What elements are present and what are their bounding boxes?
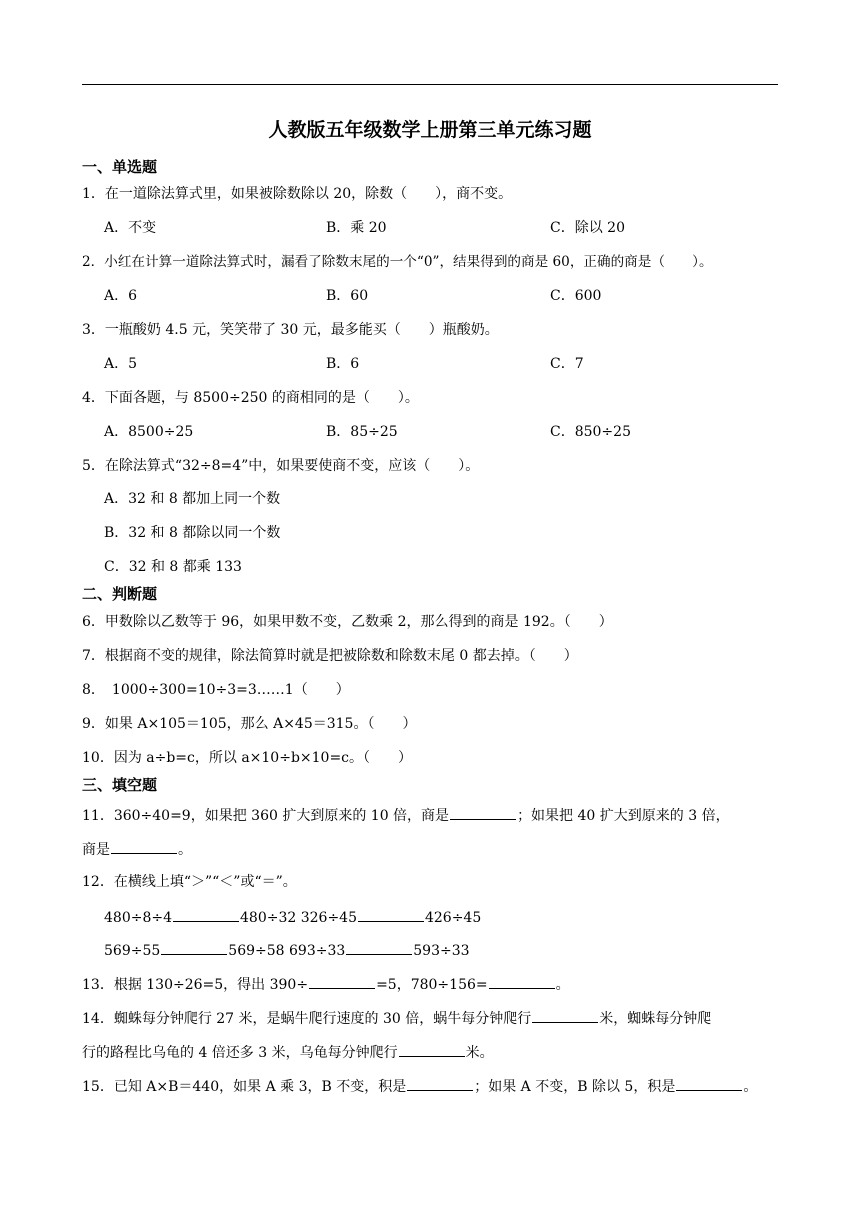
- question-12-row-2: [104, 940, 470, 960]
- question-12-expr: 480÷32 326÷45: [240, 910, 357, 926]
- question-15-text-3: 。: [743, 1079, 758, 1095]
- page-title: 人教版五年级数学上册第三单元练习题: [268, 119, 592, 141]
- question-14-text-3: 行的路程比乌龟的 4 倍还多 3 米，乌龟每分钟爬行: [82, 1045, 398, 1061]
- question-13-text-1: 13．根据 130÷26=5，得出 390÷: [82, 977, 309, 993]
- question-11-text-3: 商是: [82, 842, 110, 858]
- question-3-stem: 3．一瓶酸奶 4.5 元，笑笑带了 30 元，最多能买（ ）瓶酸奶。: [82, 322, 499, 338]
- question-14-line-2: [82, 1042, 494, 1062]
- question-14-text-1: 14．蜘蛛每分钟爬行 27 米，是蜗牛爬行速度的 30 倍，蜗牛每分钟爬行: [82, 1011, 532, 1027]
- answer-blank[interactable]: [358, 907, 424, 922]
- question-3-option-a: A．5: [104, 356, 138, 372]
- question-12-stem: 12．在横线上填“＞”“＜”或“＝”。: [82, 874, 297, 890]
- question-6: 6．甲数除以乙数等于 96，如果甲数不变，乙数乘 2，那么得到的商是 192。（ ）: [82, 614, 613, 630]
- question-13-text-3: 。: [555, 977, 570, 993]
- question-12-expr: 480÷8÷4: [104, 910, 172, 926]
- question-14-line-1: [82, 1008, 711, 1028]
- question-5-option-b: B．32 和 8 都除以同一个数: [104, 525, 281, 541]
- answer-blank[interactable]: [346, 940, 412, 955]
- question-4-option-c: C．850÷25: [550, 424, 631, 440]
- question-12-expr: 569÷55: [104, 943, 161, 959]
- question-12-expr: 593÷33: [413, 943, 470, 959]
- question-7: 7．根据商不变的规律，除法简算时就是把被除数和除数末尾 0 都去掉。（ ）: [82, 648, 578, 664]
- section-heading-true-false: 二、判断题: [82, 585, 158, 603]
- question-13: [82, 974, 570, 994]
- question-1-option-a: A．不变: [104, 220, 157, 236]
- question-8: 8． 1000÷300=10÷3=3……1（ ）: [82, 682, 350, 698]
- question-2-option-a: A．6: [104, 288, 138, 304]
- question-12-expr: 569÷58 693÷33: [228, 943, 346, 959]
- question-4-option-a: A．8500÷25: [104, 424, 194, 440]
- question-15-text-2: ；如果 A 不变，B 除以 5，积是: [474, 1079, 676, 1095]
- answer-blank[interactable]: [489, 974, 555, 989]
- question-11-text-4: 。: [178, 842, 192, 858]
- question-5-option-c: C．32 和 8 都乘 133: [104, 559, 242, 575]
- question-3-option-c: C．7: [550, 356, 584, 372]
- question-5-option-a: A．32 和 8 都加上同一个数: [104, 491, 281, 507]
- question-2-stem: 2．小红在计算一道除法算式时，漏看了除数末尾的一个“0”，结果得到的商是 60，正确的商是（ ）。: [82, 254, 713, 270]
- answer-blank[interactable]: [532, 1008, 598, 1023]
- question-3-option-b: B．6: [326, 356, 360, 372]
- answer-blank[interactable]: [407, 1076, 473, 1091]
- question-1-option-c: C．除以 20: [550, 220, 625, 236]
- question-5-stem: 5．在除法算式“32÷8=4”中，如果要使商不变，应该（ ）。: [82, 458, 480, 474]
- question-2-option-b: B．60: [326, 288, 369, 304]
- answer-blank[interactable]: [399, 1042, 465, 1057]
- answer-blank[interactable]: [173, 907, 239, 922]
- answer-blank[interactable]: [450, 805, 516, 820]
- answer-blank[interactable]: [111, 839, 177, 854]
- section-heading-fill-blank: 三、填空题: [82, 776, 158, 794]
- question-10: 10．因为 a÷b=c，所以 a×10÷b×10=c。（ ）: [82, 750, 413, 766]
- question-13-text-2: =5，780÷156=: [376, 977, 488, 993]
- question-4-option-b: B．85÷25: [326, 424, 398, 440]
- question-11-line-2: [82, 839, 192, 859]
- header-rule: [82, 84, 778, 85]
- question-1-stem: 1．在一道除法算式里，如果被除数除以 20，除数（ ），商不变。: [82, 186, 513, 202]
- section-heading-single-choice: 一、单选题: [82, 158, 158, 176]
- question-14-text-2: 米，蜘蛛每分钟爬: [599, 1011, 712, 1027]
- question-4-stem: 4．下面各题，与 8500÷250 的商相同的是（ ）。: [82, 390, 419, 406]
- question-1-option-b: B．乘 20: [326, 220, 387, 236]
- question-11-text-1: 11．360÷40=9，如果把 360 扩大到原来的 10 倍，商是: [82, 808, 450, 824]
- question-12-expr: 426÷45: [424, 910, 482, 926]
- answer-blank[interactable]: [161, 940, 227, 955]
- question-12-row-1: [104, 907, 481, 927]
- answer-blank[interactable]: [309, 974, 375, 989]
- question-15-text-1: 15．已知 A×B＝440，如果 A 乘 3，B 不变，积是: [82, 1079, 407, 1095]
- question-15: [82, 1076, 757, 1096]
- question-11-line-1: [82, 805, 730, 825]
- question-2-option-c: C．600: [550, 288, 602, 304]
- question-14-text-4: 米。: [465, 1045, 494, 1061]
- question-11-text-2: ；如果把 40 扩大到原来的 3 倍，: [517, 808, 730, 824]
- answer-blank[interactable]: [676, 1076, 742, 1091]
- question-9: 9．如果 A×105＝105，那么 A×45＝315。（ ）: [82, 716, 417, 732]
